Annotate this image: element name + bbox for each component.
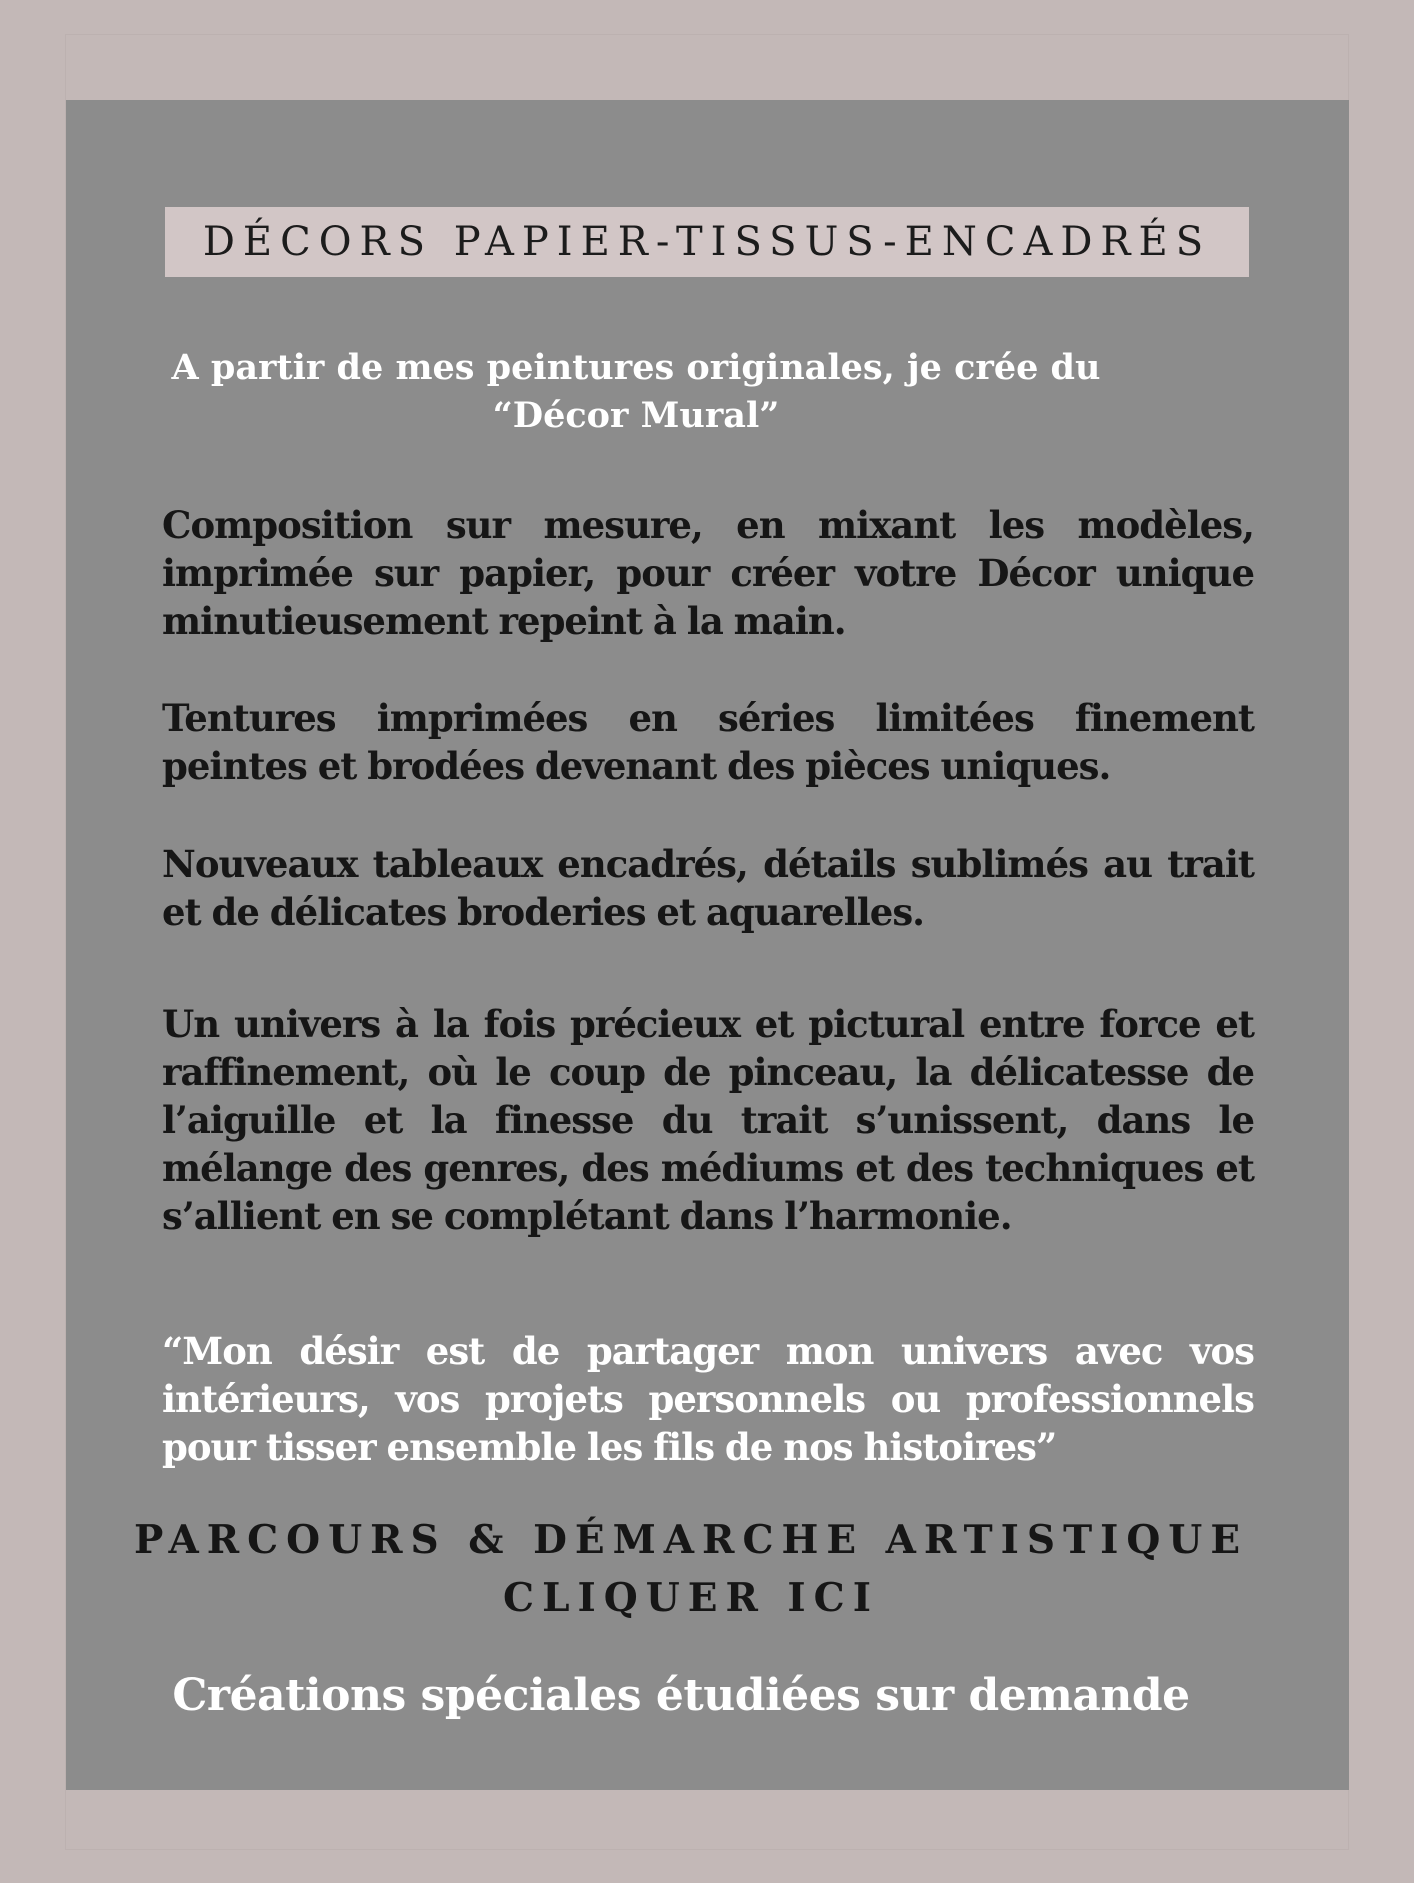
parcours-link[interactable]: [106, 1511, 1276, 1627]
intro-line-2: “Décor Mural”: [492, 395, 780, 436]
paragraph-univers: Un univers à la fois précieux et pictural entre force et raffinement, où le coup de pinceau, la délicatesse de l’aiguille et la finesse du trait s’unissent, dans le mélange des genres, des médiums et des techniques et s’allient en se complétant dans l’harmonie.: [162, 1002, 1254, 1238]
content-panel: [66, 100, 1349, 1790]
quote-paragraph: “Mon désir est de partager mon univers avec vos intérieurs, vos projets personnels ou professionnels pour tisser ensemble les fils de nos histoires”: [162, 1329, 1254, 1469]
parcours-link-action: CLIQUER ICI: [503, 1575, 879, 1621]
parcours-link-title: PARCOURS & DÉMARCHE ARTISTIQUE: [133, 1517, 1249, 1563]
intro-text: [146, 344, 1126, 440]
intro-line-1: A partir de mes peintures originales, je crée du: [171, 347, 1101, 388]
title-banner: [165, 207, 1249, 277]
paragraph-composition: Composition sur mesure, en mixant les modèles, imprimée sur papier, pour créer votre Décor unique minutieusement repeint à la main.: [162, 503, 1254, 643]
paragraph-tableaux: Nouveaux tableaux encadrés, détails sublimés au trait et de délicates broderies et aquarelles.: [162, 842, 1254, 934]
footer-tagline: Créations spéciales étudiées sur demande: [172, 1670, 1190, 1721]
page-title: DÉCORS PAPIER-TISSUS-ENCADRÉS: [202, 219, 1212, 265]
paragraph-tentures: Tentures imprimées en séries limitées finement peintes et brodées devenant des pièces uniques.: [162, 696, 1254, 788]
